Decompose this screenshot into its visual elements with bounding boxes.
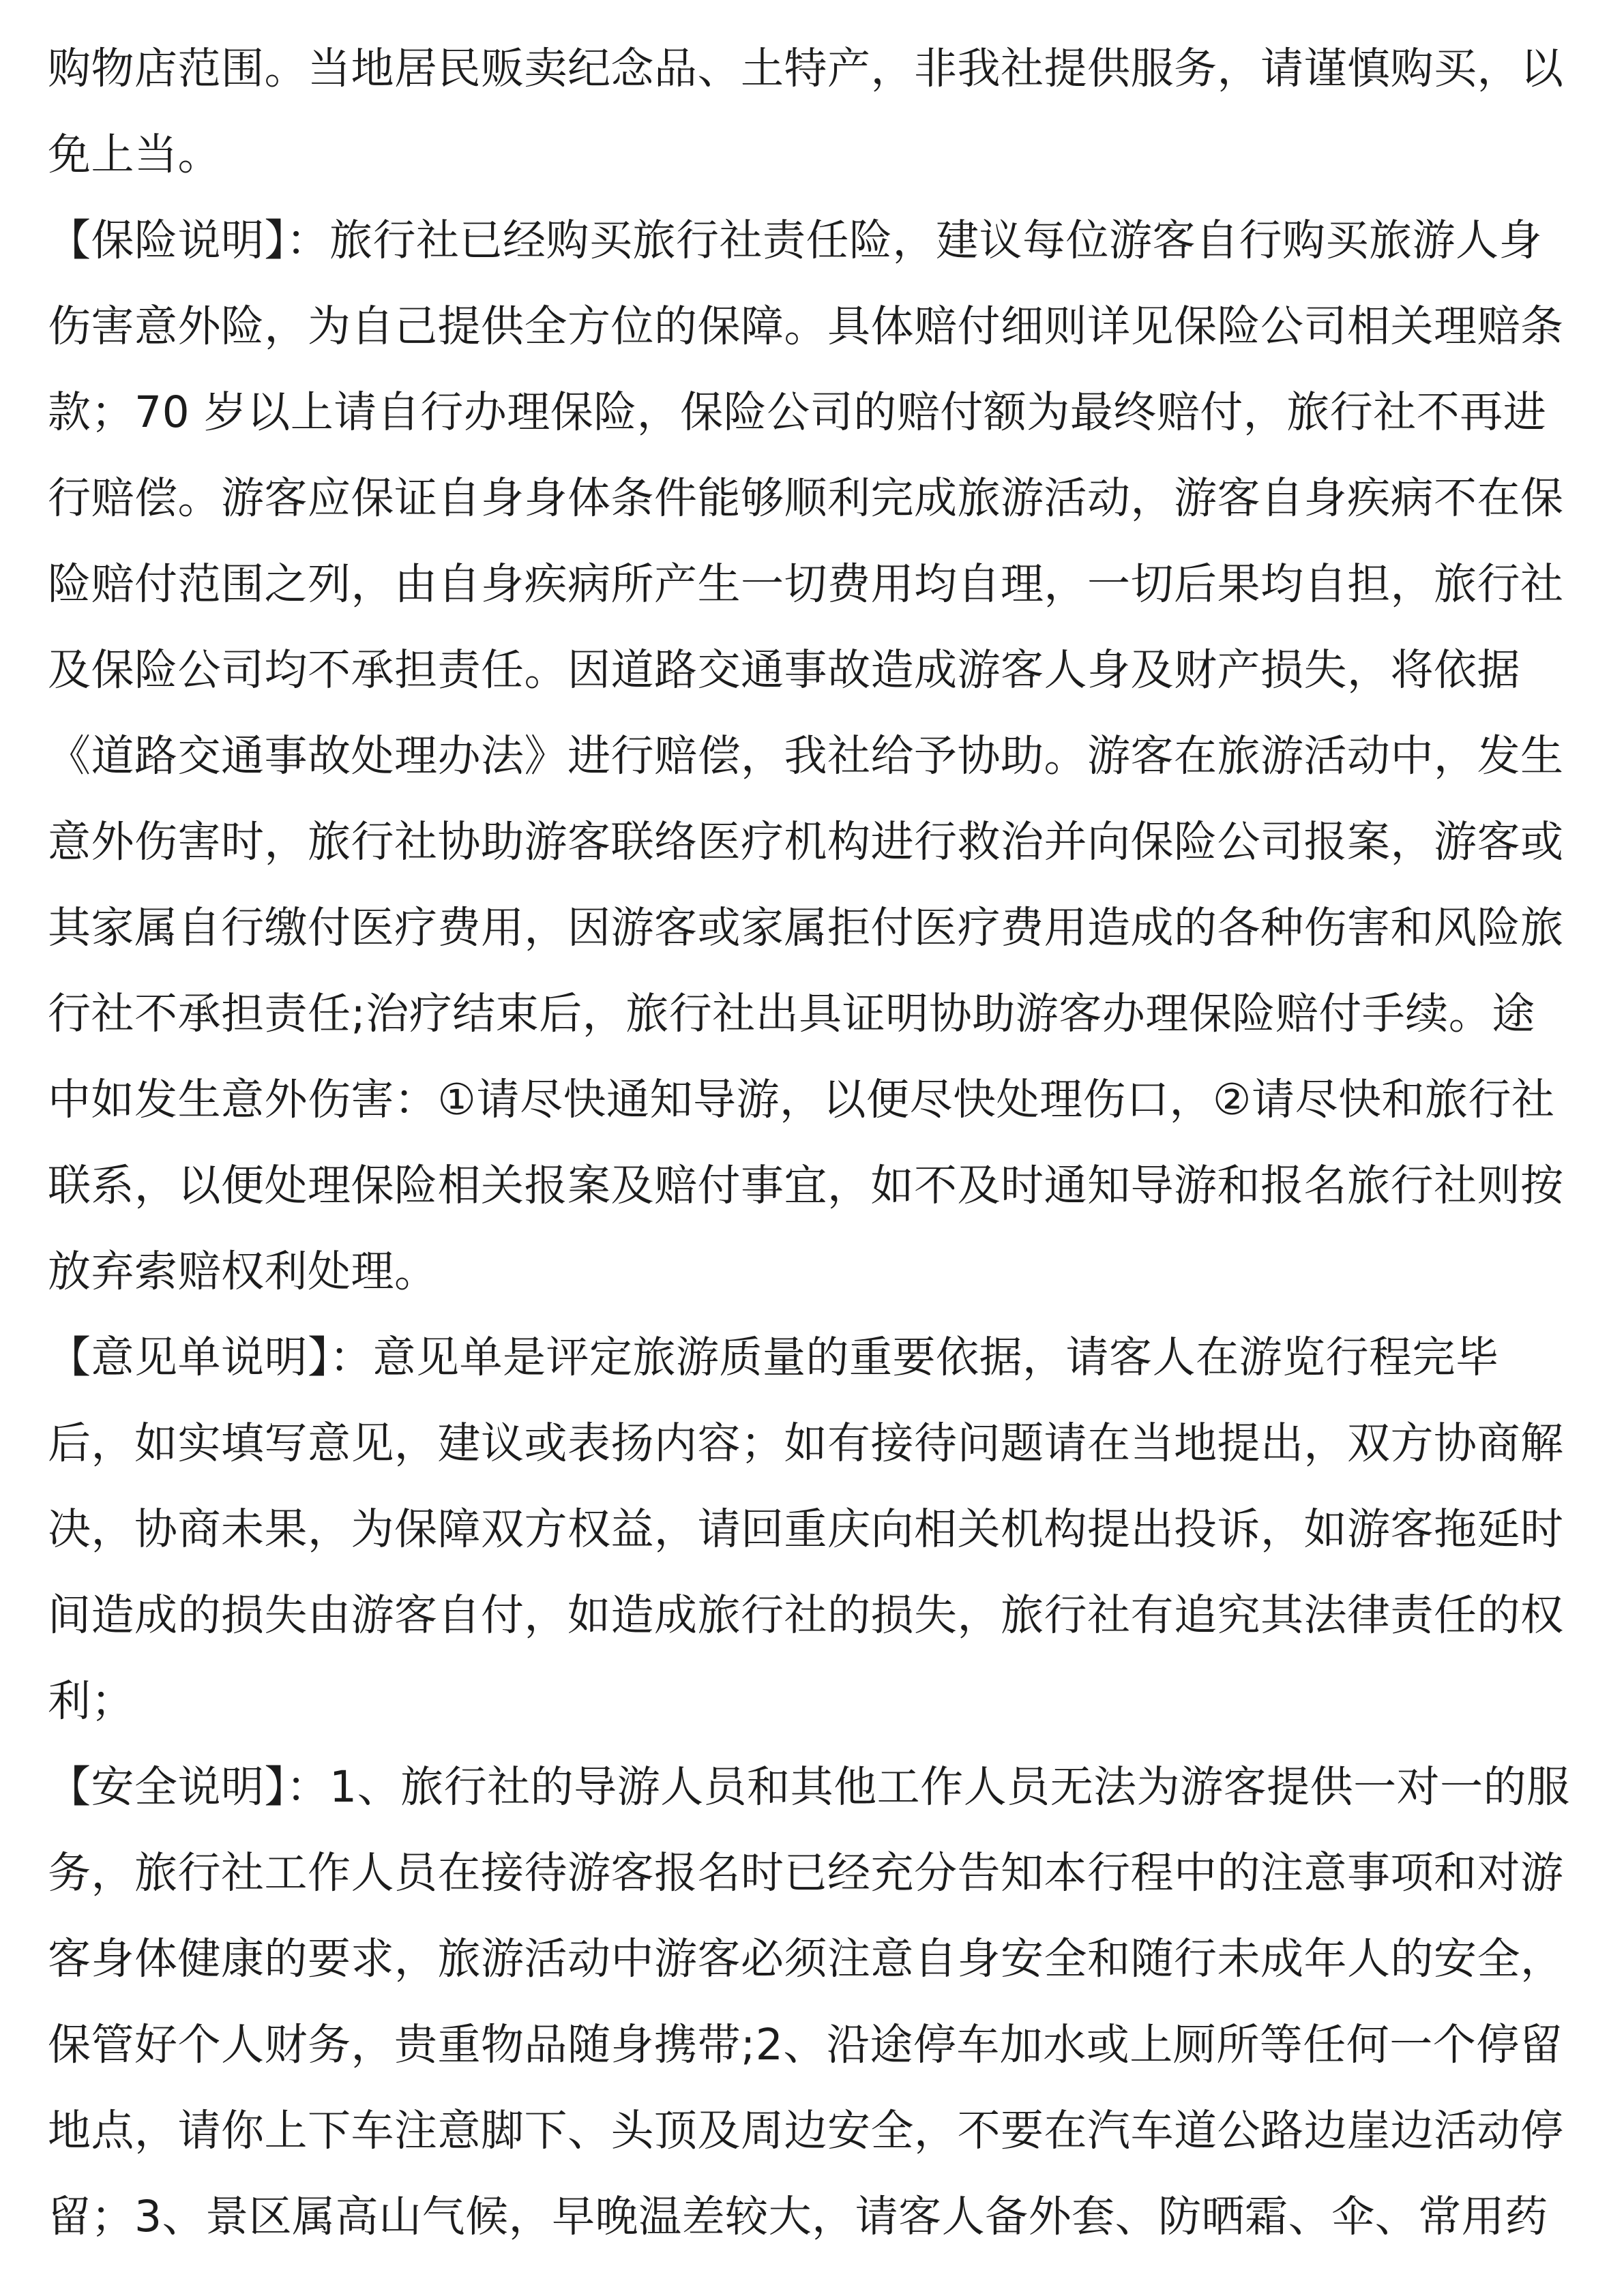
paragraph-insurance-notice: 【保险说明】：旅行社已经购买旅行社责任险，建议每位游客自行购买旅游人身伤害意外险，为自己提供全方位的保障。具体赔付细则详见保险公司相关理赔条款；70 岁以上请自行办理保险，保险公司的赔付额为最终赔付，旅行社不再进行赔偿。游客应保证自身身体条件能够顺利完成旅游活动，游客自身疾病不在保险赔付范围之列，由自身疾病所产生一切费用均自理，一切后果均自担，旅行社及保险公司均不承担责任。因道路交通事故造成游客人身及财产损失，将依据《道路交通事故处理办法》进行赔偿，我社给予协助。游客在旅游活动中，发生意外伤害时，旅行社协助游客联络医疗机构进行救治并向保险公司报案，游客或其家属自行缴付医疗费用，因游客或家属拒付医疗费用造成的各种伤害和风险旅行社不承担责任;治疗结束后，旅行社出具证明协助游客办理保险赔付手续。途中如发生意外伤害：①请尽快通知导游，以便尽快处理伤口，②请尽快和旅行社联系，以便处理保险相关报案及赔付事宜，如不及时通知导游和报名旅行社则按放弃索赔权利处理。 — [48, 215, 1564, 1296]
paragraph-safety-notice: 【安全说明】：1、旅行社的导游人员和其他工作人员无法为游客提供一对一的服务，旅行社工作人员在接待游客报名时已经充分告知本行程中的注意事项和对游客身体健康的要求，旅游活动中游客必须注意自身安全和随行未成年人的安全，保管好个人财务，贵重物品随身携带;2、沿途停车加水或上厕所等任何一个停留地点，请你上下车注意脚下、头顶及周边安全，不要在汽车道公路边崖边活动停留；3、景区属高山气候，早晚温差较大，请客人备外套、防晒霜、伞、常用药 — [48, 1762, 1570, 2241]
paragraph-feedback-notice: 【意见单说明】：意见单是评定旅游质量的重要依据，请客人在游览行程完毕后，如实填写意见，建议或表扬内容；如有接待问题请在当地提出，双方协商解决，协商未果，为保障双方权益，请回重庆向相关机构提出投诉，如游客拖延时间造成的损失由游客自付，如造成旅行社的损失，旅行社有追究其法律责任的权利； — [48, 1332, 1564, 1726]
paragraph-shopping-notice: 购物店范围。当地居民贩卖纪念品、土特产，非我社提供服务，请谨慎购买，以免上当。 — [48, 44, 1564, 179]
document-page — [48, 26, 1577, 2260]
